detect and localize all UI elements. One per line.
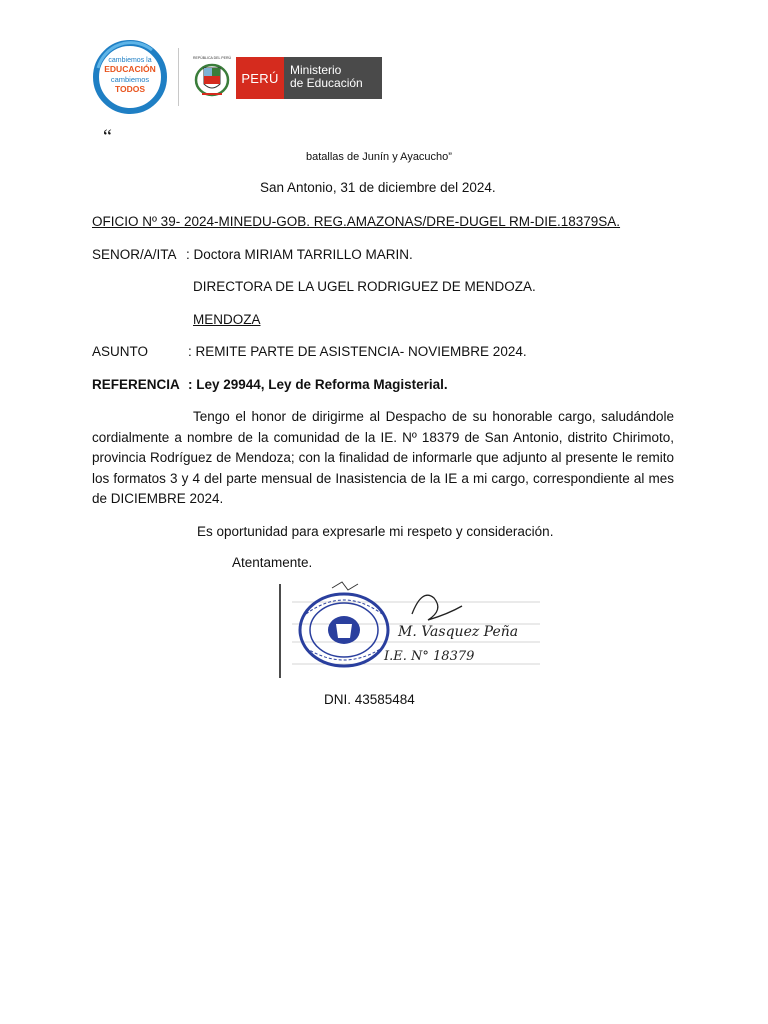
subject-value: : REMITE PARTE DE ASISTENCIA- NOVIEMBRE 2024. <box>188 344 527 359</box>
reference-value: : Ley 29944, Ley de Reforma Magisterial. <box>188 377 448 392</box>
logo-text-4: TODOS <box>114 84 146 94</box>
signer-dni: DNI. 43585484 <box>324 692 415 707</box>
coat-of-arms-icon <box>192 54 232 100</box>
cambiemos-la-educacion-logo <box>90 40 170 114</box>
coat-caption: REPÚBLICA DEL PERÚ <box>193 56 231 60</box>
subject-label: ASUNTO <box>92 344 149 359</box>
peru-label: PERÚ <box>236 57 284 99</box>
signature-and-stamp <box>272 578 547 682</box>
logo-divider <box>178 48 179 106</box>
letter-body: Tengo el honor de dirigirme al Despacho de su honorable cargo, saludándole cordialmente a nombre de la comunidad de la IE. Nº 18379 de San Antonio, distrito Chirimoto, provincia Rodríguez de Mendoza; con la finalidad de informarle que adjunto al presente le remito los formatos 3 y 4 del parte mensual de Inasistencia de la IE a mi cargo, correspondiente al mes de DICIEMBRE 2024. <box>92 409 674 507</box>
reference-label: REFERENCIA <box>92 377 180 392</box>
ministry-label <box>284 57 382 99</box>
logo-text-1: cambiemos la <box>108 57 152 64</box>
opening-quote-mark: “ <box>103 126 112 148</box>
logo-text-2: EDUCACIÓN <box>104 64 156 74</box>
recipient-place: MENDOZA <box>193 312 261 327</box>
letter-date: San Antonio, 31 de diciembre del 2024. <box>260 180 496 195</box>
signature-ie: I.E. N° 18379 <box>384 649 475 664</box>
signature-name: M. Vasquez Peña <box>398 624 519 640</box>
oficio-number: OFICIO Nº 39- 2024-MINEDU-GOB. REG.AMAZONAS/DRE-DUGEL RM-DIE.18379SA. <box>92 214 621 229</box>
recipient-label: SENOR/A/ITA <box>92 247 177 262</box>
year-name-fragment: batallas de Junín y Ayacucho” <box>306 151 452 163</box>
recipient-title: DIRECTORA DE LA UGEL RODRIGUEZ DE MENDOZA. <box>193 279 536 294</box>
logo-text-3: cambiemos <box>110 75 150 84</box>
recipient-name: : Doctora MIRIAM TARRILLO MARIN. <box>186 247 413 262</box>
official-stamp <box>300 594 388 666</box>
sign-off: Atentamente. <box>232 555 313 570</box>
ministry-line-1: Ministerio <box>290 63 342 77</box>
closing-line: Es oportunidad para expresarle mi respeto y consideración. <box>197 524 554 539</box>
ministry-line-2: de Educación <box>290 76 363 90</box>
